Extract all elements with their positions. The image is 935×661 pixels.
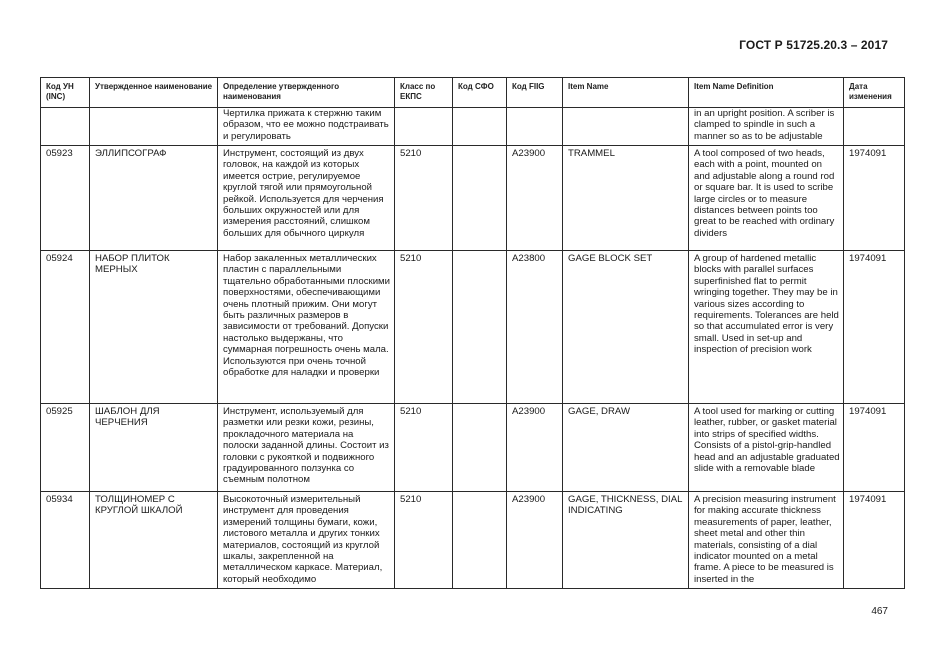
cell-item-definition: A tool used for marking or cutting leather, rubber, or gasket material into strips of specified widths. Consists of a pistol-grip-handled head and an adjustable graduated slide with a removable blade bbox=[689, 404, 844, 492]
column-header-item-definition: Item Name Definition bbox=[689, 78, 844, 108]
cell-definition: Высокоточный измерительный инструмент для проведения измерений толщины бумаги, кожи, листового металла и других тонких материалов, состоящий из круглой шкалы, закрепленной на металлическом каркасе. Материал, который необходимо bbox=[218, 492, 395, 589]
cell-class: 5210 bbox=[395, 251, 453, 404]
cell-class bbox=[395, 108, 453, 146]
cell-sfo bbox=[453, 251, 507, 404]
column-header-approved-name: Утвержденное наименование bbox=[90, 78, 218, 108]
cell-fiig bbox=[507, 108, 563, 146]
cell-inc: 05923 bbox=[41, 146, 90, 251]
cell-class: 5210 bbox=[395, 492, 453, 589]
cell-inc bbox=[41, 108, 90, 146]
cell-sfo bbox=[453, 108, 507, 146]
document-standard-title: ГОСТ Р 51725.20.3 – 2017 bbox=[739, 38, 888, 52]
cell-sfo bbox=[453, 492, 507, 589]
cell-item-definition: A tool composed of two heads, each with a point, mounted on and adjustable along a round rod or square bar. It is used to scribe large circles or to measure distances between points too great to be reached with ordinary dividers bbox=[689, 146, 844, 251]
cell-item-name: GAGE, DRAW bbox=[563, 404, 689, 492]
cell-inc: 05925 bbox=[41, 404, 90, 492]
cell-name: ЭЛЛИПСОГРАФ bbox=[90, 146, 218, 251]
cell-item-name: GAGE BLOCK SET bbox=[563, 251, 689, 404]
cell-definition: Инструмент, состоящий из двух головок, на каждой из которых имеется острие, регулируемое круглой тягой или прямоугольной рейкой. Используется для черчения больших окружностей или для измерения расстояний, слишком больших для обычного циркуля bbox=[218, 146, 395, 251]
table-row bbox=[41, 492, 905, 589]
cell-item-definition: A group of hardened metallic blocks with parallel surfaces superfinished flat to permit wringing together. They may be in various sizes according to requirements. Tolerances are held so that accumulated error is very small. Used in set-up and inspection of precision work bbox=[689, 251, 844, 404]
column-header-date: Дата изменения bbox=[844, 78, 905, 108]
cell-item-name bbox=[563, 108, 689, 146]
cell-definition: Набор закаленных металлических пластин с параллельными тщательно обработанными плоскими поверхностями, обеспечивающими очень плотный прижим. Они могут быть различных размеров в зависимости от требований. Допуски настолько выдержаны, что суммарная погрешность очень мала. Используются при очень точной обработке для наладки и проверки bbox=[218, 251, 395, 404]
column-header-definition: Определение утвержденного наименования bbox=[218, 78, 395, 108]
cell-date: 1974091 bbox=[844, 146, 905, 251]
cell-item-name: GAGE, THICKNESS, DIAL INDICATING bbox=[563, 492, 689, 589]
column-header-inc: Код УН (INC) bbox=[41, 78, 90, 108]
column-header-class: Класс по ЕКПС bbox=[395, 78, 453, 108]
cell-name: НАБОР ПЛИТОК МЕРНЫХ bbox=[90, 251, 218, 404]
column-header-sfo: Код СФО bbox=[453, 78, 507, 108]
cell-inc: 05924 bbox=[41, 251, 90, 404]
cell-date: 1974091 bbox=[844, 404, 905, 492]
cell-fiig: A23900 bbox=[507, 404, 563, 492]
cell-name: ТОЛЩИНОМЕР С КРУГЛОЙ ШКАЛОЙ bbox=[90, 492, 218, 589]
cell-class: 5210 bbox=[395, 146, 453, 251]
cell-item-definition: A precision measuring instrument for making accurate thickness measurements of paper, leather, sheet metal and other thin materials, consisting of a dial indicator mounted on a metal frame. A piece to be measured is inserted in the bbox=[689, 492, 844, 589]
column-header-fiig: Код FIIG bbox=[507, 78, 563, 108]
cell-fiig: A23900 bbox=[507, 492, 563, 589]
table-row bbox=[41, 108, 905, 146]
cell-inc: 05934 bbox=[41, 492, 90, 589]
cell-date: 1974091 bbox=[844, 251, 905, 404]
cell-name bbox=[90, 108, 218, 146]
table-row bbox=[41, 146, 905, 251]
cell-fiig: A23800 bbox=[507, 251, 563, 404]
cell-class: 5210 bbox=[395, 404, 453, 492]
cell-date: 1974091 bbox=[844, 492, 905, 589]
cell-sfo bbox=[453, 146, 507, 251]
cell-item-name: TRAMMEL bbox=[563, 146, 689, 251]
cell-sfo bbox=[453, 404, 507, 492]
cell-definition: Чертилка прижата к стержню таким образом, что ее можно подстраивать и регулировать bbox=[218, 108, 395, 146]
cell-item-definition: in an upright position. A scriber is clamped to spindle in such a manner so as to be adjustable bbox=[689, 108, 844, 146]
table-row bbox=[41, 251, 905, 404]
table-header-row bbox=[41, 78, 905, 108]
page-number: 467 bbox=[871, 606, 888, 617]
table-row bbox=[41, 404, 905, 492]
cell-definition: Инструмент, используемый для разметки или резки кожи, резины, прокладочного материала на полоски заданной длины. Состоит из головки с рукояткой и подвижного градуированного ползунка со съемным полотном bbox=[218, 404, 395, 492]
classification-table bbox=[40, 77, 905, 589]
cell-date bbox=[844, 108, 905, 146]
column-header-item-name: Item Name bbox=[563, 78, 689, 108]
cell-name: ШАБЛОН ДЛЯ ЧЕРЧЕНИЯ bbox=[90, 404, 218, 492]
cell-fiig: A23900 bbox=[507, 146, 563, 251]
